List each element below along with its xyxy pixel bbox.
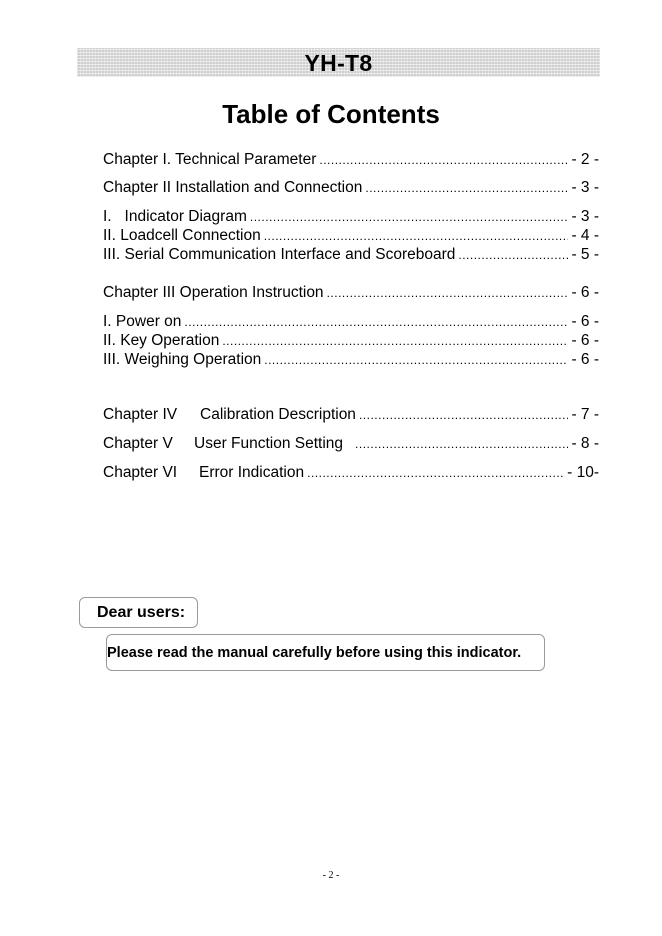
toc-entry-page: - 7 - [571,406,599,423]
model-title: YH-T8 [304,50,373,76]
toc-entry-label [103,405,356,425]
toc-entry[interactable] [103,350,599,370]
toc-entry[interactable] [103,150,599,170]
toc-chapter-title: Error Indication [199,464,305,481]
toc-heading: Table of Contents [222,99,440,129]
dot-leader [250,207,569,227]
dot-leader [184,312,568,332]
toc-entry-label: Chapter II Installation and Connection [103,179,363,196]
toc-entry-page: - 6 - [571,332,599,349]
dot-leader [264,226,569,246]
toc-chapter-title: Calibration Description [200,406,356,423]
toc-entry-page: - 6 - [571,313,599,330]
dear-users-title: Dear users: [97,604,186,621]
toc-entry[interactable] [103,283,599,303]
notice-message: Please read the manual carefully before using this indicator. [107,645,522,661]
toc-entry-page: - 4 - [571,227,599,244]
toc-chapter-number: Chapter IV [103,406,178,423]
toc-entry[interactable] [103,226,599,246]
dot-leader [222,331,568,351]
toc-entry-label: II. Key Operation [103,332,220,349]
toc-entry-label [103,434,343,454]
toc-entry-label: Chapter I. Technical Parameter [103,151,317,168]
toc-entry[interactable] [103,178,599,198]
dot-leader [264,350,568,370]
toc-entry[interactable] [103,405,599,425]
toc-entry-page: - 10- [567,464,599,481]
toc-entry-label: Chapter III Operation Instruction [103,284,324,301]
toc-chapter-number: Chapter VI [103,464,178,481]
toc-entry-page: - 3 - [571,208,599,225]
toc-entry-page: - 6 - [571,351,599,368]
toc-entry-label [103,463,304,483]
toc-entry[interactable] [103,331,599,351]
dot-leader [458,245,568,265]
toc-entry-page: - 8 - [571,435,599,452]
toc-entry-label: III. Weighing Operation [103,351,262,368]
toc-entry-page: - 3 - [571,179,599,196]
toc-entry-label: I. Indicator Diagram [103,208,247,225]
dot-leader [327,283,569,303]
toc-chapter-title: User Function Setting [194,435,344,452]
toc-entry[interactable] [103,207,599,227]
toc-chapter-number: Chapter V [103,435,173,452]
toc-entry-label: I. Power on [103,313,182,330]
page-number: - 2 - [322,870,340,881]
toc-entry[interactable] [103,434,599,454]
dot-leader [365,178,568,198]
toc-entry[interactable] [103,463,599,483]
dot-leader [319,150,568,170]
toc-entry[interactable] [103,245,599,265]
dot-leader [307,463,564,483]
toc-entry-page: - 2 - [571,151,599,168]
dot-leader [359,405,569,425]
toc-entry-page: - 5 - [571,246,599,263]
toc-entry[interactable] [103,312,599,332]
toc-entry-page: - 6 - [571,284,599,301]
toc-entry-label: III. Serial Communication Interface and Scoreboard [103,246,456,263]
title-banner [77,48,600,77]
dot-leader [355,434,568,454]
toc-entry-label: II. Loadcell Connection [103,227,261,244]
